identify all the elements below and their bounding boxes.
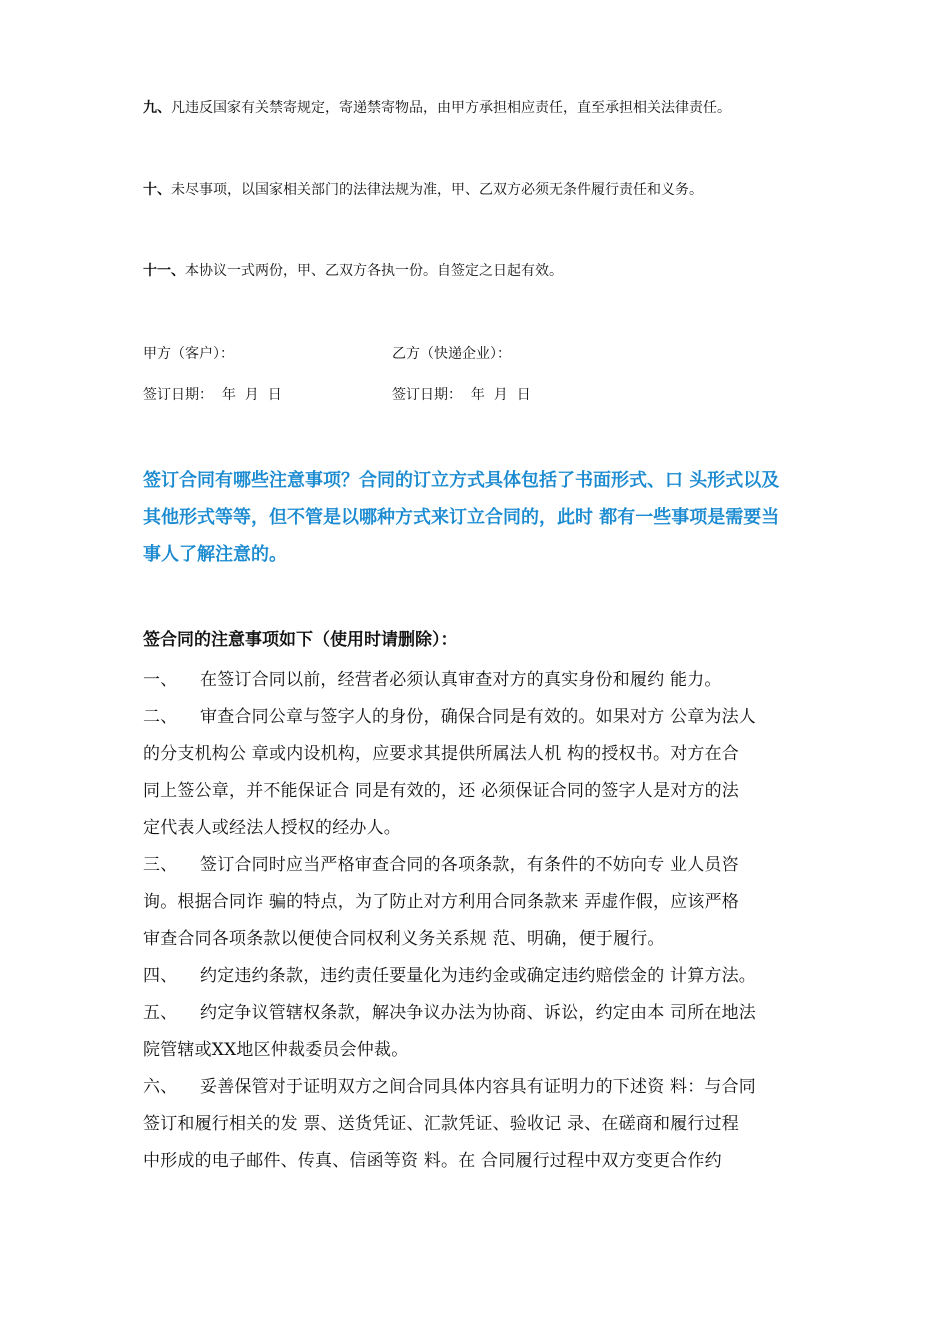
tips-line [143,1106,833,1143]
tips-line-text: 约定违约条款，违约责任要量化为违约金或确定违约赔偿金的 计算方法。 [200,966,757,986]
tips-line-text: 中形成的电子邮件、传真、信函等资 料。在 合同履行过程中双方变更合作约 [143,1151,722,1171]
tips-line-text: 同上签公章，并不能保证合 同是有效的，还 必须保证合同的签字人是对方的法 [143,781,740,801]
clause-11 [143,261,563,281]
party-b-label: 乙方（快递企业）： [392,346,511,362]
tips-heading: 签合同的注意事项如下（使用时请删除）： [143,630,458,650]
notice-line: 签订合同有哪些注意事项？合同的订立方式具体包括了书面形式、口 头形式以及 [143,470,780,491]
tips-line [143,699,833,736]
tips-line-text: 询。根据合同诈 骗的特点，为了防止对方利用合同条款来 弄虚作假，应该严格 [143,892,740,912]
item-marker: 一、 [143,670,178,690]
tips-line-text: 定代表人或经法人授权的经办人。 [143,818,401,838]
tips-line [143,1032,833,1069]
tips-line [143,1069,833,1106]
clause-10 [143,180,703,200]
notice-line: 其他形式等等，但不管是以哪种方式来订立合同的，此时 都有一些事项是需要当 [143,507,780,528]
tips-line-text: 妥善保管对于证明双方之间合同具体内容具有证明力的下述资 料：与合同 [200,1077,757,1097]
clause-text: 凡违反国家有关禁寄规定，寄递禁寄物品，由甲方承担相应责任，直至承担相关法律责任。 [171,100,731,116]
tips-line [143,1143,833,1180]
tips-line [143,847,833,884]
party-a-sign-date: 签订日期： 年 月 日 [143,387,282,403]
tips-line [143,773,833,810]
tips-line-text: 在签订合同以前，经营者必须认真审查对方的真实身份和履约 能力。 [200,670,722,690]
tips-line [143,662,833,699]
item-marker: 六、 [143,1077,178,1097]
item-marker: 四、 [143,966,178,986]
tips-line-text: 审查合同公章与签字人的身份，确保合同是有效的。如果对方 公章为法人 [200,707,757,727]
party-b-sign-date: 签订日期： 年 月 日 [392,387,531,403]
tips-line-text: 的分支机构公 章或内设机构，应要求其提供所属法人机 构的授权书。对方在合 [143,744,740,764]
clause-text: 本协议一式两份，甲、乙双方各执一份。自签定之日起有效。 [185,263,563,279]
clause-9 [143,98,731,118]
clause-text: 未尽事项，以国家相关部门的法律法规为准，甲、乙双方必须无条件履行责任和义务。 [171,182,703,198]
notice-line: 事人了解注意的。 [143,544,287,565]
tips-list [143,662,833,1180]
tips-line [143,958,833,995]
tips-line [143,884,833,921]
item-marker: 三、 [143,855,178,875]
party-a-label: 甲方（客户）： [143,346,234,362]
item-marker: 五、 [143,1003,178,1023]
item-marker: 二、 [143,707,178,727]
clause-number: 十一、 [143,263,185,279]
tips-line-text: 签订合同时应当严格审查合同的各项条款，有条件的不妨向专 业人员咨 [200,855,739,875]
tips-line [143,736,833,773]
tips-line-text: 审查合同各项条款以便使合同权利义务关系规 范、明确，便于履行。 [143,929,665,949]
tips-line-text: 签订和履行相关的发 票、送货凭证、汇款凭证、验收记 录、在磋商和履行过程 [143,1114,740,1134]
clause-number: 十、 [143,182,171,198]
tips-line-text: 约定争议管辖权条款，解决争议办法为协商、诉讼，约定由本 司所在地法 [200,1003,757,1023]
tips-line [143,810,833,847]
tips-line [143,921,833,958]
contract-notice-paragraph [143,462,843,573]
clause-number: 九、 [143,100,171,116]
tips-line-text: 院管辖或XX地区仲裁委员会仲裁。 [143,1040,409,1060]
tips-line [143,995,833,1032]
